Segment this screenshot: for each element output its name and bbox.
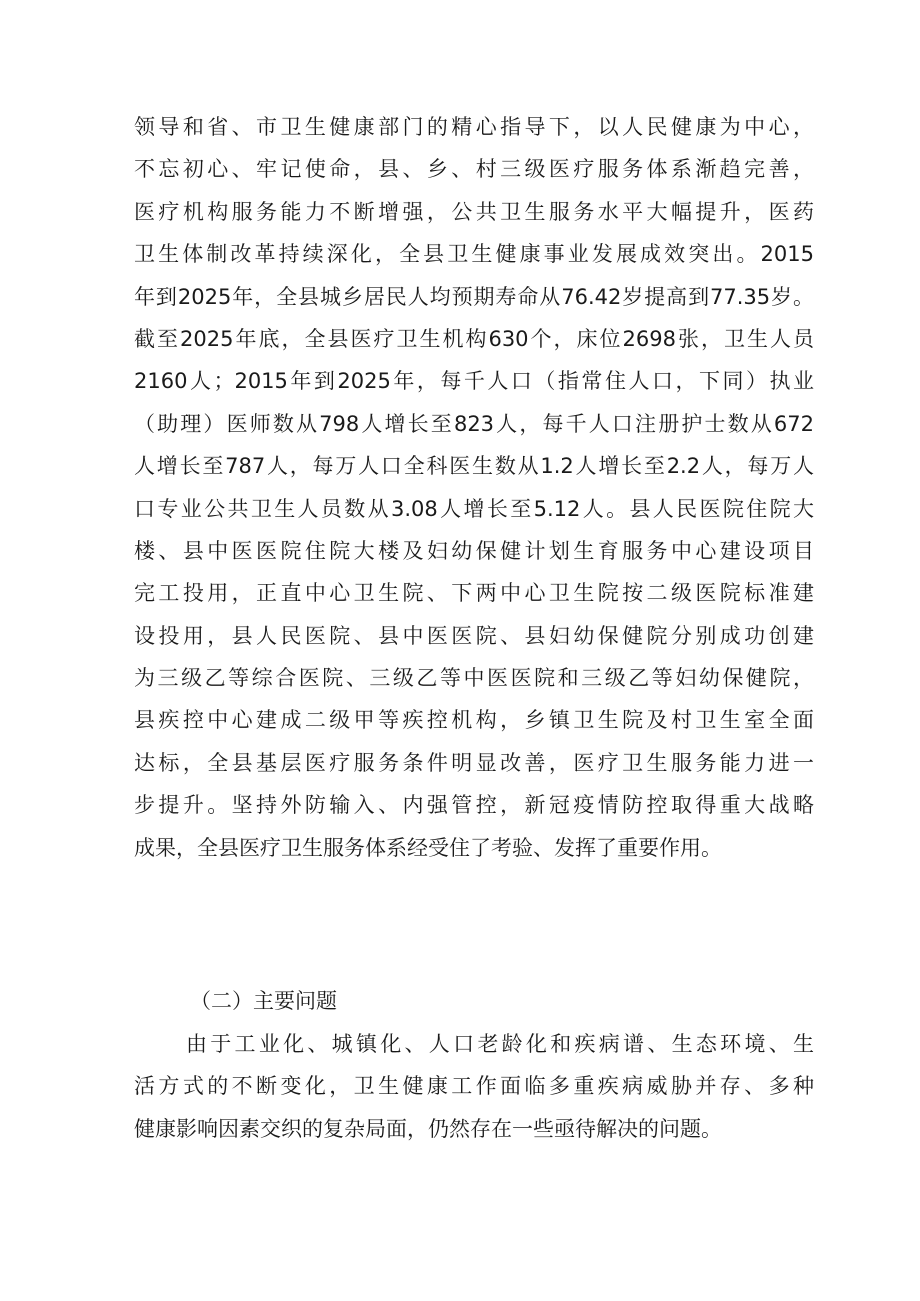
paragraph-line: 截至2025年底，全县医疗卫生机构630个，床位2698张，卫生人员	[134, 326, 814, 351]
paragraph-line: 步提升。坚持外防输入、内强管控，新冠疫情防控取得重大战略	[134, 793, 814, 818]
paragraph-line: （助理）医师数从798人增长至823人，每千人口注册护士数从672	[134, 411, 814, 436]
paragraph-achievements	[134, 106, 814, 869]
paragraph-line: 口专业公共卫生人员数从3.08人增长至5.12人。县人民医院住院大	[134, 496, 814, 521]
paragraph-line: 完工投用，正直中心卫生院、下两中心卫生院按二级医院标准建	[134, 581, 814, 606]
section-heading: （二）主要问题	[190, 989, 337, 1013]
paragraph-line: 2160人；2015年到2025年，每千人口（指常住人口，下同）执业	[134, 369, 814, 394]
paragraph-line: 县疾控中心建成二级甲等疾控机构，乡镇卫生院及村卫生室全面	[134, 708, 814, 733]
paragraph-line: 由于工业化、城镇化、人口老龄化和疾病谱、生态环境、生	[186, 1032, 814, 1056]
paragraph-line: 不忘初心、牢记使命，县、乡、村三级医疗服务体系渐趋完善，	[134, 157, 814, 182]
paragraph-line: 活方式的不断变化，卫生健康工作面临多重疾病威胁并存、多种	[134, 1074, 814, 1099]
paragraph-line: 设投用，县人民医院、县中医医院、县妇幼保健院分别成功创建	[134, 623, 814, 648]
paragraph-line: 年到2025年，全县城乡居民人均预期寿命从76.42岁提高到77.35岁。	[134, 284, 814, 309]
paragraph-line: 领导和省、市卫生健康部门的精心指导下，以人民健康为中心，	[134, 115, 814, 139]
paragraph-line: 成果，全县医疗卫生服务体系经受住了考验、发挥了重要作用。	[134, 835, 722, 860]
paragraph-line: 卫生体制改革持续深化，全县卫生健康事业发展成效突出。2015	[134, 242, 814, 267]
paragraph-line: 人增长至787人，每万人口全科医生数从1.2人增长至2.2人，每万人	[134, 454, 814, 479]
paragraph-line: 达标，全县基层医疗服务条件明显改善，医疗卫生服务能力进一	[134, 750, 814, 775]
paragraph-line: 医疗机构服务能力不断增强，公共卫生服务水平大幅提升，医药	[134, 199, 814, 224]
paragraph-line: 为三级乙等综合医院、三级乙等中医医院和三级乙等妇幼保健院，	[134, 666, 814, 691]
paragraph-line: 楼、县中医医院住院大楼及妇幼保健计划生育服务中心建设项目	[134, 538, 814, 563]
paragraph-line: 健康影响因素交织的复杂局面，仍然存在一些亟待解决的问题。	[134, 1116, 722, 1141]
paragraph-problems	[134, 1023, 814, 1150]
